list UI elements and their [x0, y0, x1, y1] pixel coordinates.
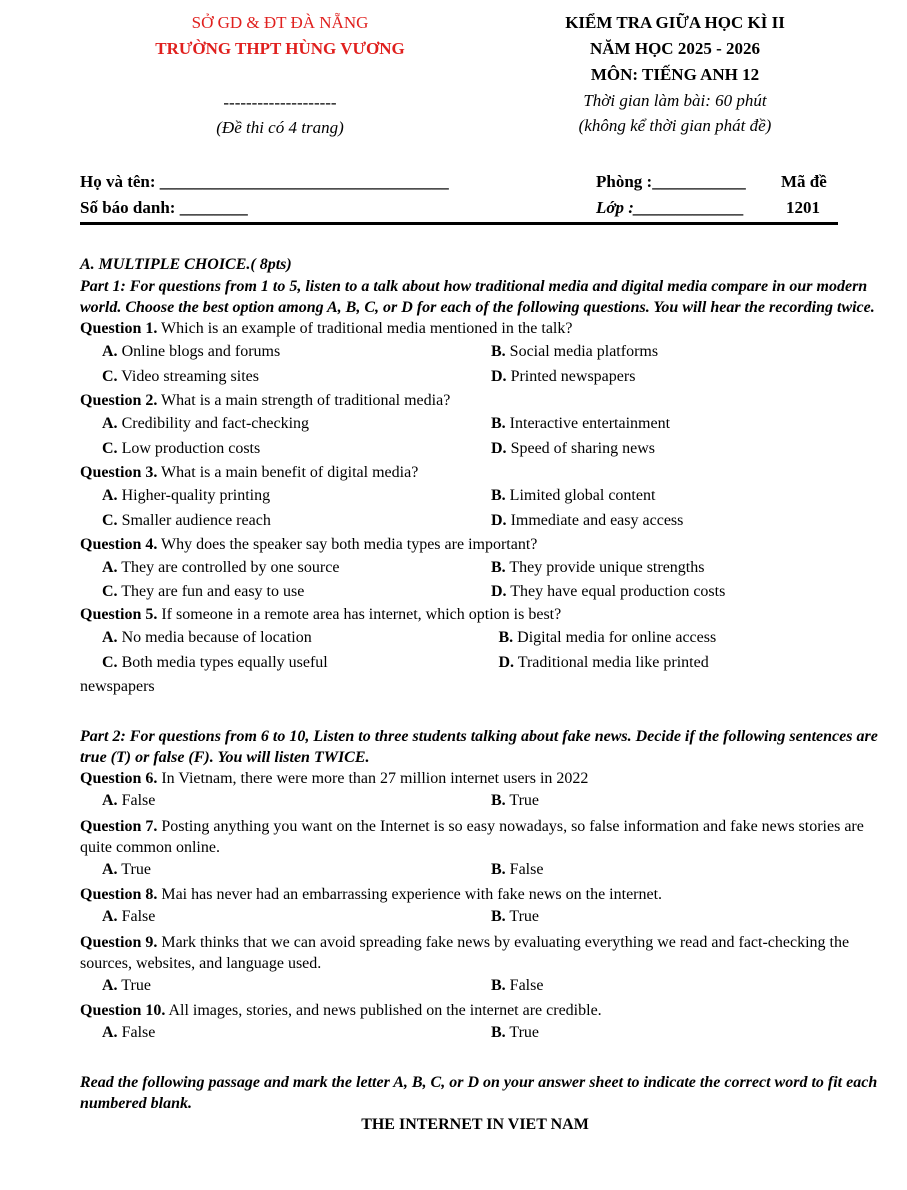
- option-b[interactable]: B. They provide unique strengths: [491, 559, 705, 576]
- option-c[interactable]: C. Video streaming sites: [102, 368, 259, 385]
- options-row: [102, 340, 880, 364]
- page-count: (Đề thi có 4 trang): [216, 118, 344, 137]
- exam-code-label: Mã đề: [781, 172, 827, 191]
- question-9: [80, 932, 880, 974]
- question-text: Mark thinks that we can avoid spreading fake news by evaluating everything we read and fact-checking the sources, websites, and language used.: [80, 934, 850, 972]
- question-number: Question 1.: [80, 320, 158, 337]
- option-a[interactable]: A. Online blogs and forums: [102, 343, 281, 360]
- student-id-line[interactable]: ________: [179, 198, 248, 217]
- question-2: [80, 390, 880, 412]
- question-number: Question 8.: [80, 886, 158, 903]
- option-a[interactable]: A. False: [102, 908, 156, 925]
- option-a[interactable]: A. True: [102, 977, 151, 994]
- question-6: [80, 768, 880, 790]
- question-number: Question 6.: [80, 770, 158, 787]
- question-10: [80, 1000, 880, 1022]
- question-3: [80, 462, 880, 484]
- option-a[interactable]: A. They are controlled by one source: [102, 559, 340, 576]
- exam-code-value: 1201: [786, 198, 820, 217]
- option-b[interactable]: B. False: [491, 977, 544, 994]
- exam-time: Thời gian làm bài: 60 phút: [583, 91, 767, 110]
- options-row: [102, 364, 880, 390]
- option-d-continuation: newspapers: [80, 678, 155, 695]
- question-number: Question 3.: [80, 464, 158, 481]
- question-5: [80, 604, 880, 626]
- option-b[interactable]: B. True: [491, 792, 540, 809]
- exam-content: [80, 254, 880, 1136]
- option-b[interactable]: B. True: [491, 908, 540, 925]
- question-number: Question 2.: [80, 392, 158, 409]
- department-name: SỞ GD & ĐT ĐÀ NẴNG: [191, 13, 369, 32]
- room-row: [596, 172, 746, 192]
- header-rule: [80, 222, 838, 225]
- question-text: Mai has never had an embarrassing experience with fake news on the internet.: [157, 886, 663, 903]
- header-dashes: --------------------: [223, 93, 337, 112]
- option-c[interactable]: C. They are fun and easy to use: [102, 583, 305, 600]
- reading-instructions: Read the following passage and mark the letter A, B, C, or D on your answer sheet to indicate the correct word to fit each numbered blank.: [80, 1074, 878, 1112]
- exam-title: KIỂM TRA GIỮA HỌC KÌ II: [565, 13, 785, 32]
- subject: MÔN: TIẾNG ANH 12: [590, 65, 760, 84]
- option-d[interactable]: D. They have equal production costs: [491, 583, 726, 600]
- option-a[interactable]: A. False: [102, 792, 156, 809]
- student-name-label: Họ và tên:: [80, 172, 156, 191]
- question-4: [80, 534, 880, 556]
- option-c[interactable]: C. Both media types equally useful: [102, 654, 328, 671]
- options-row: [102, 974, 880, 998]
- options-row: [102, 556, 880, 580]
- part2-instructions: Part 2: For questions from 6 to 10, Listen to three students talking about fake news. Decide if the following sentences are true (T) or false (F). You will listen TWICE.: [80, 728, 878, 766]
- question-number: Question 4.: [80, 536, 158, 553]
- class-row: [596, 198, 744, 218]
- options-row: [102, 580, 880, 604]
- question-text: What is a main strength of traditional media?: [157, 392, 451, 409]
- room-label: Phòng :: [596, 172, 653, 191]
- option-d[interactable]: D. Speed of sharing news: [491, 440, 655, 457]
- options-row: [102, 790, 880, 812]
- option-b[interactable]: B. True: [491, 1024, 540, 1041]
- options-row: [102, 1022, 880, 1044]
- student-name-line[interactable]: __________________________________: [159, 172, 449, 191]
- part1-instructions: Part 1: For questions from 1 to 5, listen to a talk about how traditional media and digital media compare in our modern world. Choose the best option among A, B, C, or D for each of the following questions. You will hear the recording twice.: [80, 278, 875, 316]
- question-text: All images, stories, and news published on the internet are credible.: [165, 1002, 602, 1019]
- options-row: [102, 484, 880, 508]
- question-1: [80, 318, 880, 340]
- option-c[interactable]: C. Low production costs: [102, 440, 261, 457]
- options-row: [102, 650, 880, 676]
- option-d[interactable]: D. Immediate and easy access: [491, 512, 684, 529]
- question-7: [80, 816, 880, 858]
- school-name: TRƯỜNG THPT HÙNG VƯƠNG: [155, 39, 405, 58]
- section-title: A. MULTIPLE CHOICE.( 8pts): [80, 256, 292, 273]
- passage-title: THE INTERNET IN VIET NAM: [361, 1116, 589, 1133]
- question-text: Why does the speaker say both media types are important?: [157, 536, 538, 553]
- option-b[interactable]: B. Social media platforms: [491, 343, 659, 360]
- school-year: NĂM HỌC 2025 - 2026: [590, 39, 760, 58]
- room-line[interactable]: ___________: [652, 172, 746, 191]
- options-row: [102, 508, 880, 534]
- exam-time-note: (không kể thời gian phát đề): [578, 116, 772, 135]
- option-b[interactable]: B. Digital media for online access: [498, 629, 717, 646]
- student-id-label: Số báo danh:: [80, 198, 176, 217]
- option-b[interactable]: B. Interactive entertainment: [491, 415, 671, 432]
- question-number: Question 10.: [80, 1002, 166, 1019]
- option-a[interactable]: A. No media because of location: [102, 629, 312, 646]
- option-b[interactable]: B. False: [491, 861, 544, 878]
- option-a[interactable]: A. True: [102, 861, 151, 878]
- question-8: [80, 884, 880, 906]
- question-text: Posting anything you want on the Internet is so easy nowadays, so false information and fake news stories are quite common online.: [80, 818, 864, 856]
- student-name-row: [80, 172, 449, 192]
- class-label: Lớp :: [596, 198, 634, 217]
- student-id-row: [80, 198, 248, 218]
- options-row: [102, 906, 880, 928]
- question-number: Question 9.: [80, 934, 158, 951]
- class-line[interactable]: _____________: [633, 198, 745, 217]
- options-row: [102, 412, 880, 436]
- question-text: If someone in a remote area has internet, which option is best?: [157, 606, 562, 623]
- question-number: Question 7.: [80, 818, 158, 835]
- options-row: [102, 436, 880, 462]
- option-a[interactable]: A. False: [102, 1024, 156, 1041]
- options-row: [102, 858, 880, 882]
- question-text: Which is an example of traditional media mentioned in the talk?: [157, 320, 573, 337]
- option-d[interactable]: D. Traditional media like printed: [498, 654, 709, 671]
- option-d[interactable]: D. Printed newspapers: [491, 368, 636, 385]
- option-c[interactable]: C. Smaller audience reach: [102, 512, 271, 529]
- option-a[interactable]: A. Credibility and fact-checking: [102, 415, 310, 432]
- question-text: What is a main benefit of digital media?: [157, 464, 419, 481]
- spacer: [80, 698, 880, 726]
- spacer: [80, 1044, 880, 1072]
- option-a[interactable]: A. Higher-quality printing: [102, 487, 271, 504]
- option-b[interactable]: B. Limited global content: [491, 487, 656, 504]
- options-row: [102, 626, 880, 650]
- question-text: In Vietnam, there were more than 27 million internet users in 2022: [157, 770, 589, 787]
- question-number: Question 5.: [80, 606, 158, 623]
